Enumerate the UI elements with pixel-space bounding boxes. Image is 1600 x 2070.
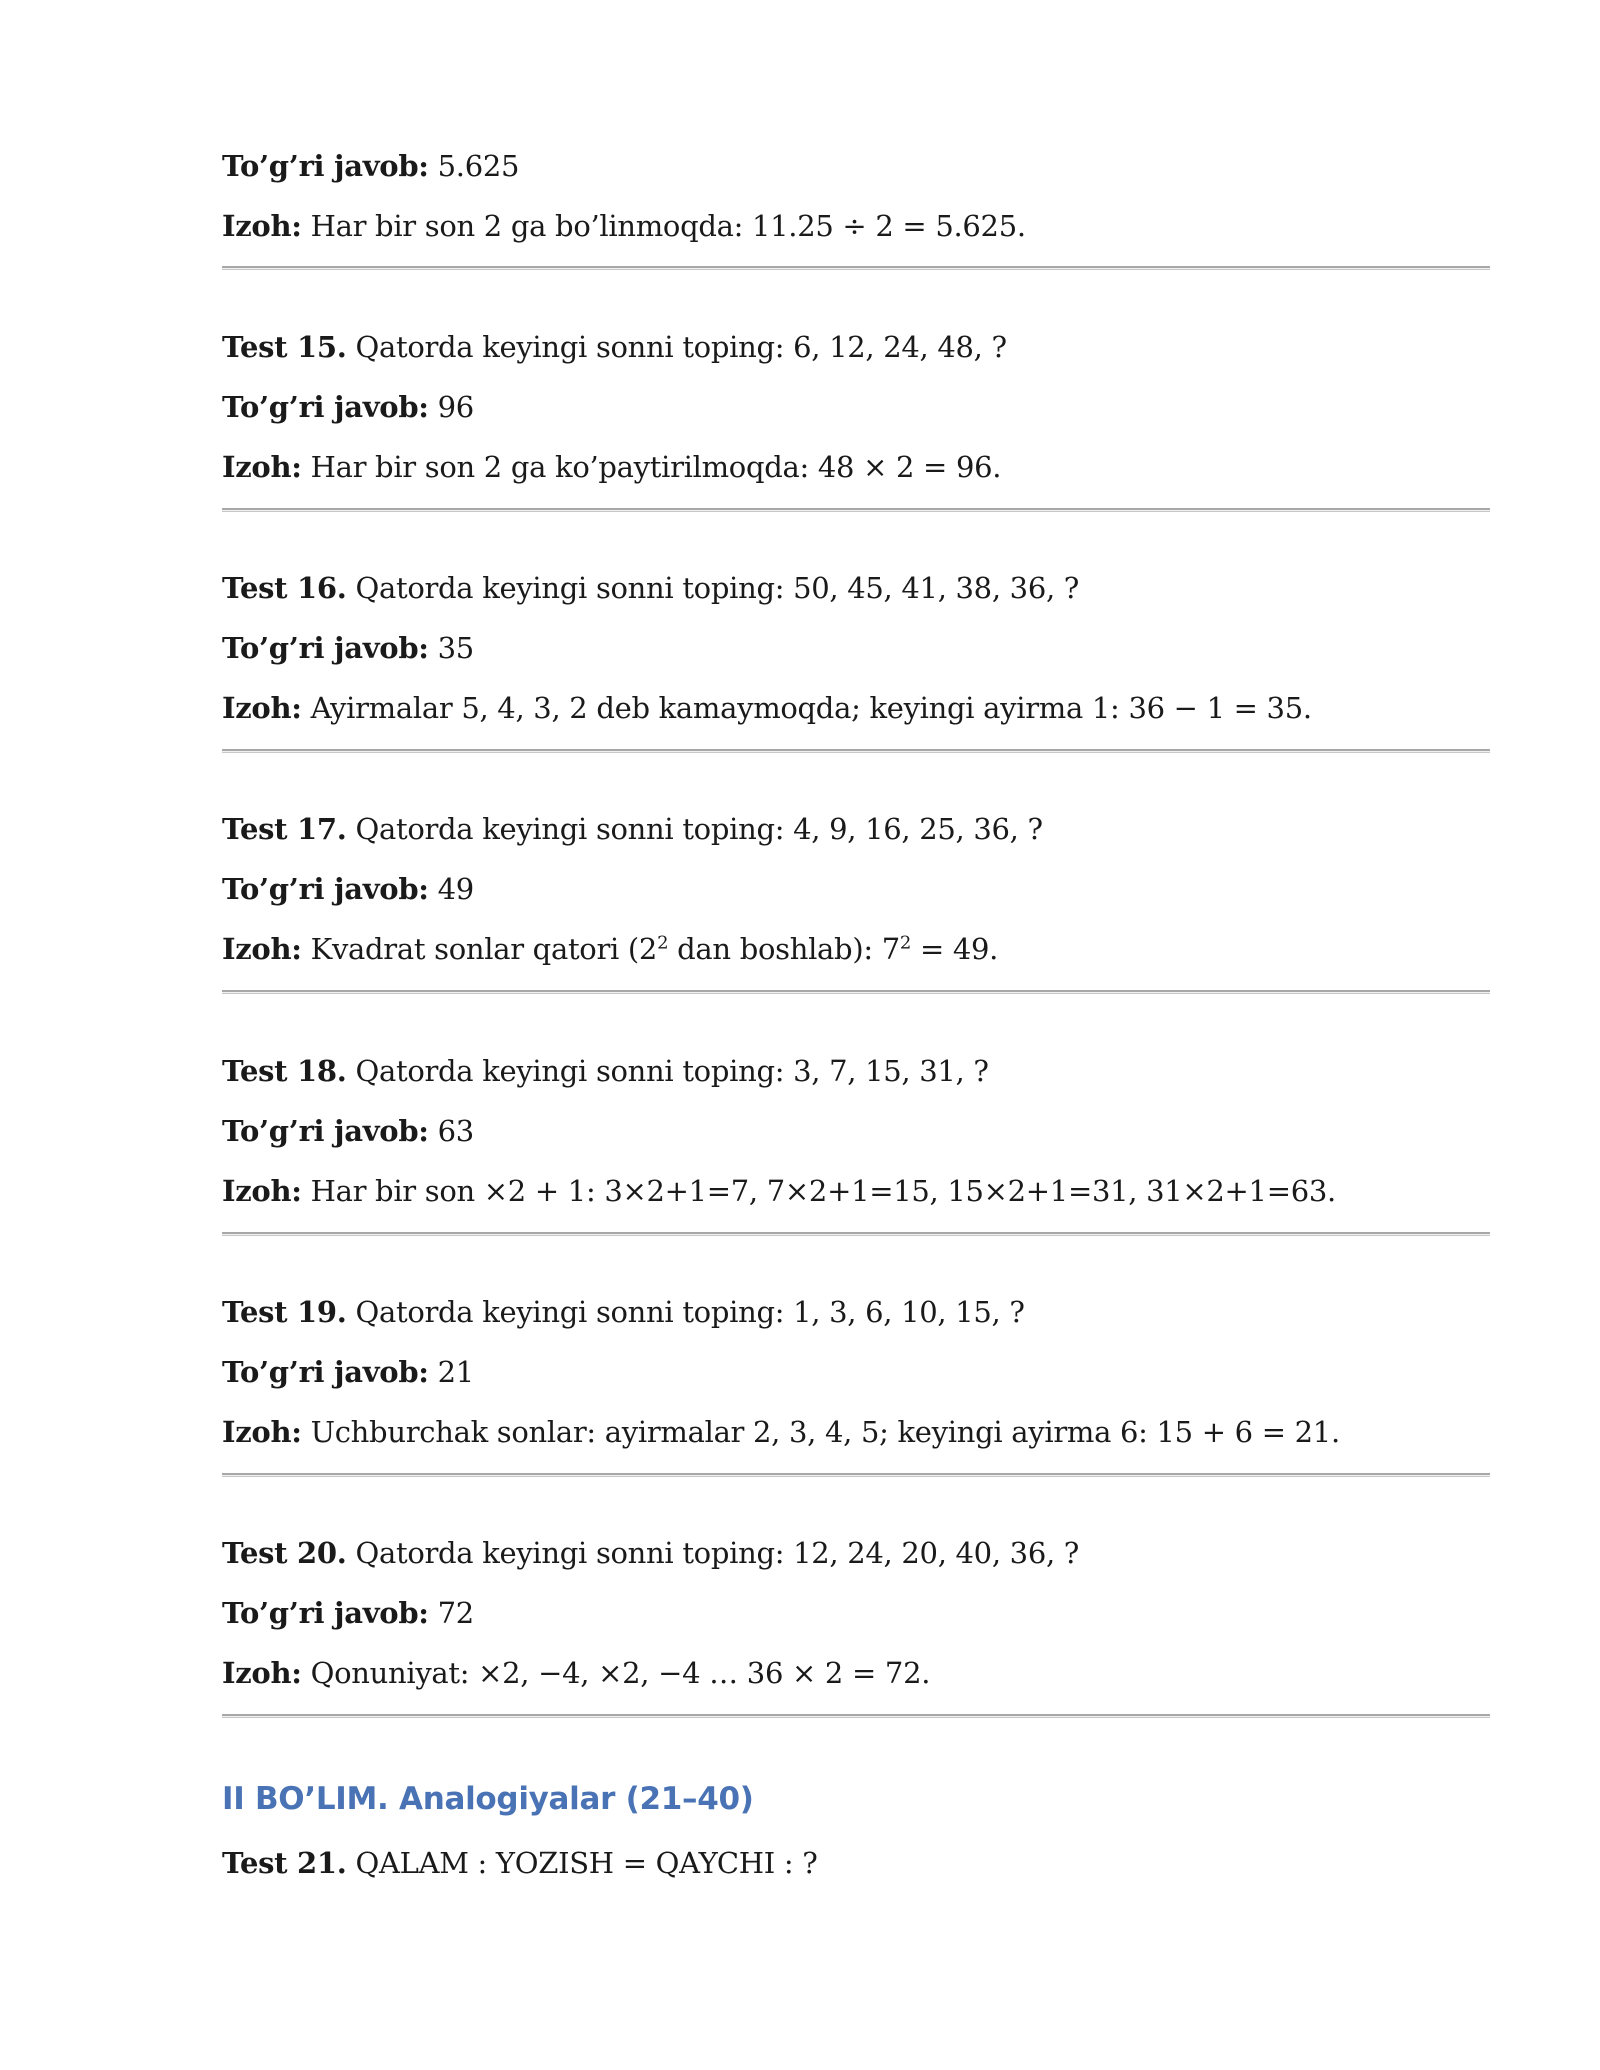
note-label: Izoh:: [222, 450, 302, 484]
horizontal-divider: [222, 990, 1490, 994]
answer-line: [222, 871, 474, 907]
horizontal-divider: [222, 508, 1490, 512]
answer-value: 72: [437, 1596, 474, 1630]
horizontal-divider: [222, 1714, 1490, 1718]
note-label: Izoh:: [222, 932, 302, 966]
answer-value: 21: [437, 1355, 474, 1389]
horizontal-divider: [222, 749, 1490, 753]
test-question: QALAM : YOZISH = QAYCHI : ?: [355, 1846, 818, 1880]
note-text: Har bir son 2 ga ko’paytirilmoqda: 48 × 2 = 96.: [310, 450, 1002, 484]
answer-line: [222, 1595, 474, 1631]
answer-label: To’g’ri javob:: [222, 631, 429, 665]
answer-label: To’g’ri javob:: [222, 1355, 429, 1389]
answer-label: To’g’ri javob:: [222, 872, 429, 906]
answer-label: To’g’ri javob:: [222, 390, 429, 424]
note-label: Izoh:: [222, 1415, 302, 1449]
section-heading: II BO’LIM. Analogiyalar (21–40): [222, 1781, 754, 1817]
answer-line: [222, 1113, 474, 1149]
test-title: Test 20.: [222, 1536, 347, 1570]
test-title: Test 17.: [222, 812, 347, 846]
note-text: Uchburchak sonlar: ayirmalar 2, 3, 4, 5; keyingi ayirma 6: 15 + 6 = 21.: [310, 1415, 1340, 1449]
answer-value: 49: [437, 872, 474, 906]
test-title: Test 21.: [222, 1846, 347, 1880]
note-text: Ayirmalar 5, 4, 3, 2 deb kamaymoqda; keyingi ayirma 1: 36 − 1 = 35.: [310, 691, 1312, 725]
note-text: Har bir son 2 ga bo’linmoqda: 11.25 ÷ 2 = 5.625.: [310, 209, 1026, 243]
answer-line: [222, 148, 519, 184]
answer-line: [222, 1354, 474, 1390]
note-text-part: Kvadrat sonlar qatori (2: [310, 932, 658, 966]
test-title: Test 16.: [222, 571, 347, 605]
note-line: [222, 931, 998, 967]
answer-label: To’g’ri javob:: [222, 149, 429, 183]
note-text-part: dan boshlab): 7: [668, 932, 900, 966]
horizontal-divider: [222, 266, 1490, 270]
answer-value: 96: [437, 390, 474, 424]
test-question: Qatorda keyingi sonni toping: 12, 24, 20, 40, 36, ?: [355, 1536, 1080, 1570]
test-title: Test 19.: [222, 1295, 347, 1329]
superscript: 2: [657, 932, 669, 954]
note-text: Har bir son ×2 + 1: 3×2+1=7, 7×2+1=15, 15×2+1=31, 31×2+1=63.: [310, 1174, 1336, 1208]
test-title: Test 18.: [222, 1054, 347, 1088]
test-question: Qatorda keyingi sonni toping: 1, 3, 6, 10, 15, ?: [355, 1295, 1025, 1329]
superscript: 2: [899, 932, 912, 954]
note-label: Izoh:: [222, 1656, 302, 1690]
test-title: Test 15.: [222, 330, 347, 364]
answer-value: 63: [437, 1114, 474, 1148]
note-label: Izoh:: [222, 691, 302, 725]
answer-line: [222, 389, 474, 425]
test-question-line: [222, 329, 1007, 365]
test-question-line: [222, 1845, 818, 1881]
answer-value: 35: [437, 631, 474, 665]
note-label: Izoh:: [222, 209, 302, 243]
note-line: [222, 1655, 930, 1691]
answer-value: 5.625: [437, 149, 520, 183]
test-question-line: [222, 811, 1043, 847]
note-text: Qonuniyat: ×2, −4, ×2, −4 … 36 × 2 = 72.: [310, 1656, 931, 1690]
test-question-line: [222, 570, 1079, 606]
note-line: [222, 449, 1001, 485]
horizontal-divider: [222, 1473, 1490, 1477]
note-label: Izoh:: [222, 1174, 302, 1208]
answer-label: To’g’ri javob:: [222, 1114, 429, 1148]
test-question: Qatorda keyingi sonni toping: 50, 45, 41, 38, 36, ?: [355, 571, 1080, 605]
test-question-line: [222, 1535, 1079, 1571]
test-question: Qatorda keyingi sonni toping: 4, 9, 16, 25, 36, ?: [355, 812, 1043, 846]
test-question-line: [222, 1294, 1025, 1330]
answer-label: To’g’ri javob:: [222, 1596, 429, 1630]
test-question-line: [222, 1053, 989, 1089]
test-question: Qatorda keyingi sonni toping: 3, 7, 15, 31, ?: [355, 1054, 989, 1088]
note-line: [222, 690, 1312, 726]
note-line: [222, 208, 1026, 244]
note-line: [222, 1173, 1336, 1209]
note-line: [222, 1414, 1340, 1450]
horizontal-divider: [222, 1232, 1490, 1236]
answer-line: [222, 630, 474, 666]
test-question: Qatorda keyingi sonni toping: 6, 12, 24, 48, ?: [355, 330, 1007, 364]
note-text-part: = 49.: [911, 932, 999, 966]
